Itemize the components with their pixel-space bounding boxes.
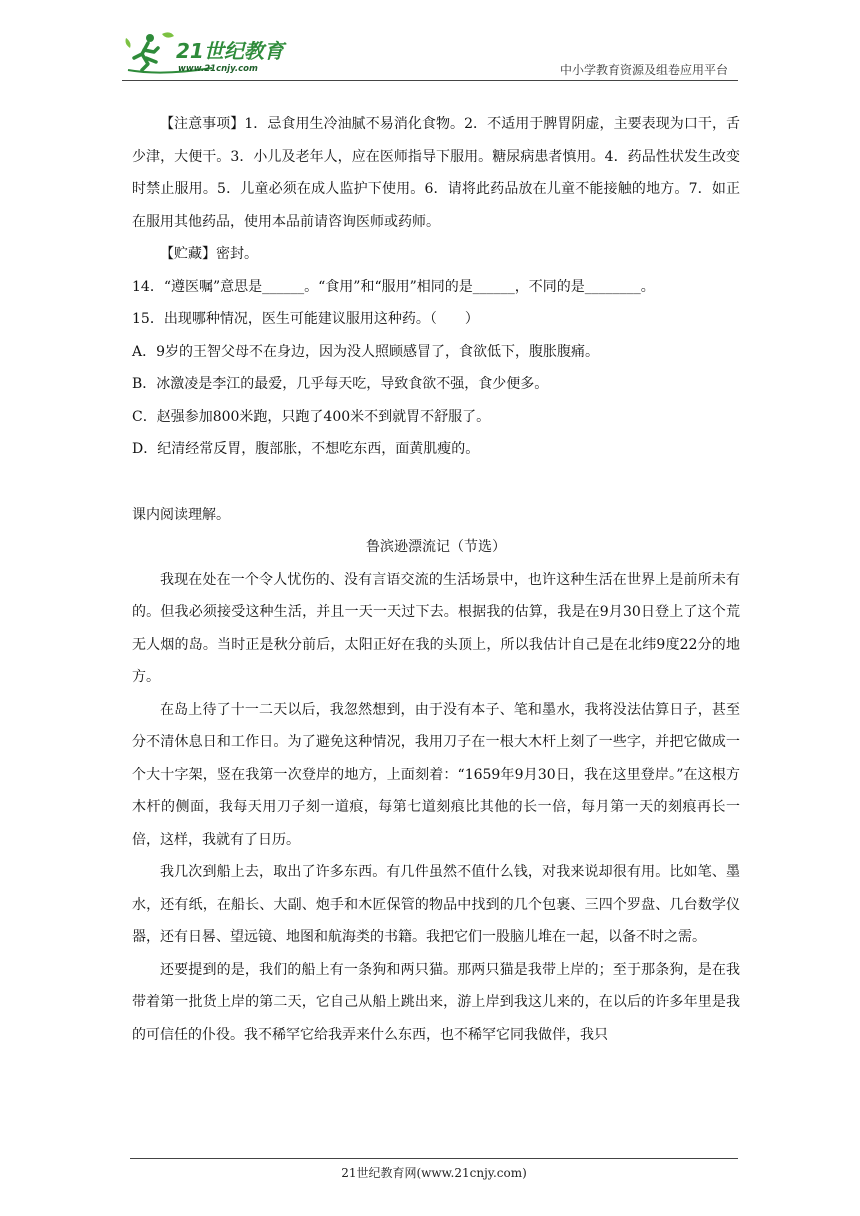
platform-name: 中小学教育资源及组卷应用平台 <box>559 63 728 77</box>
reading-paragraph: 我现在处在一个令人忧伤的、没有言语交流的生活场景中，也许这种生活在世界上是前所未有的。但我必须接受这种生活，并且一天一天过下去。根据我的估算，我是在9月30日登上了这个荒无人烟的岛。当时正是秋分前后，太阳正好在我的头顶上，所以我估计自己是在北纬9度22分的地方。 <box>132 571 740 685</box>
reading-title: 鲁滨逊漂流记（节选） <box>366 539 506 555</box>
reading-section-label: 课内阅读理解。 <box>132 506 230 523</box>
option-a: A．9岁的王智父母不在身边，因为没人照顾感冒了，食欲低下，腹胀腹痛。 <box>132 343 600 360</box>
question-14: 14．“遵医嘱”意思是______。“食用”和“服用”相同的是______，不同的是________。 <box>132 278 655 295</box>
footer-divider <box>130 1158 738 1159</box>
runner-logo-icon <box>122 28 292 78</box>
notes-paragraph: 【注意事项】1．忌食用生冷油腻不易消化食物。2．不适用于脾胃阴虚，主要表现为口干，舌少津，大便干。3．小儿及老年人，应在医师指导下服用。糖尿病患者慎用。4．药品性状发生改变时禁止服用。5．儿童必须在成人监护下使用。6．请将此药品放在儿童不能接触的地方。7．如正在服用其他药品，使用本品前请咨询医师或药师。 <box>132 116 740 230</box>
header-divider <box>122 80 738 81</box>
reading-paragraph: 我几次到船上去，取出了许多东西。有几件虽然不值什么钱，对我来说却很有用。比如笔、墨水，还有纸，在船长、大副、炮手和木匠保管的物品中找到的几个包裹、三四个罗盘、几台数学仪器，还有日晷、望远镜、地图和航海类的书籍。我把它们一股脑儿堆在一起，以备不时之需。 <box>132 864 740 945</box>
option-d: D．纪清经常反胃，腹部胀，不想吃东西，面黄肌瘦的。 <box>132 441 480 457</box>
question-15: 15．出现哪种情况，医生可能建议服用这种药。（ ） <box>132 311 479 327</box>
section-gap <box>132 466 740 499</box>
document-body <box>132 108 740 1051</box>
page-header <box>122 28 738 82</box>
reading-paragraph: 在岛上待了十一二天以后，我忽然想到，由于没有本子、笔和墨水，我将没法估算日子，甚至分不清休息日和工作日。为了避免这种情况，我用刀子在一根大木杆上刻了一些字，并把它做成一个大十字架，竖在我第一次登岸的地方，上面刻着：“1659年9月30日，我在这里登岸。”在这根方木杆的侧面，我每天用刀子刻一道痕，每第七道刻痕比其他的长一倍，每月第一天的刻痕再长一倍，这样，我就有了日历。 <box>132 701 740 848</box>
reading-paragraph: 还要提到的是，我们的船上有一条狗和两只猫。那两只猫是我带上岸的；至于那条狗，是在我带着第一批货上岸的第二天，它自己从船上跳出来，游上岸到我这儿来的，在以后的许多年里是我的可信任的仆役。我不稀罕它给我弄来什么东西，也不稀罕它同我做伴，我只 <box>132 961 740 1043</box>
logo-url-text: www.21cnjy.com <box>178 64 258 74</box>
logo-text: 21世纪教育 <box>176 39 284 63</box>
option-b: B．冰激凌是李江的最爱，几乎每天吃，导致食欲不强，食少便多。 <box>132 376 549 392</box>
logo-21cnjy <box>122 28 292 78</box>
storage-paragraph: 【贮藏】密封。 <box>160 246 258 262</box>
page-footer: 21世纪教育网(www.21cnjy.com) <box>341 1166 527 1180</box>
option-c: C．赵强参加800米跑，只跑了400米不到就胃不舒服了。 <box>132 408 491 425</box>
